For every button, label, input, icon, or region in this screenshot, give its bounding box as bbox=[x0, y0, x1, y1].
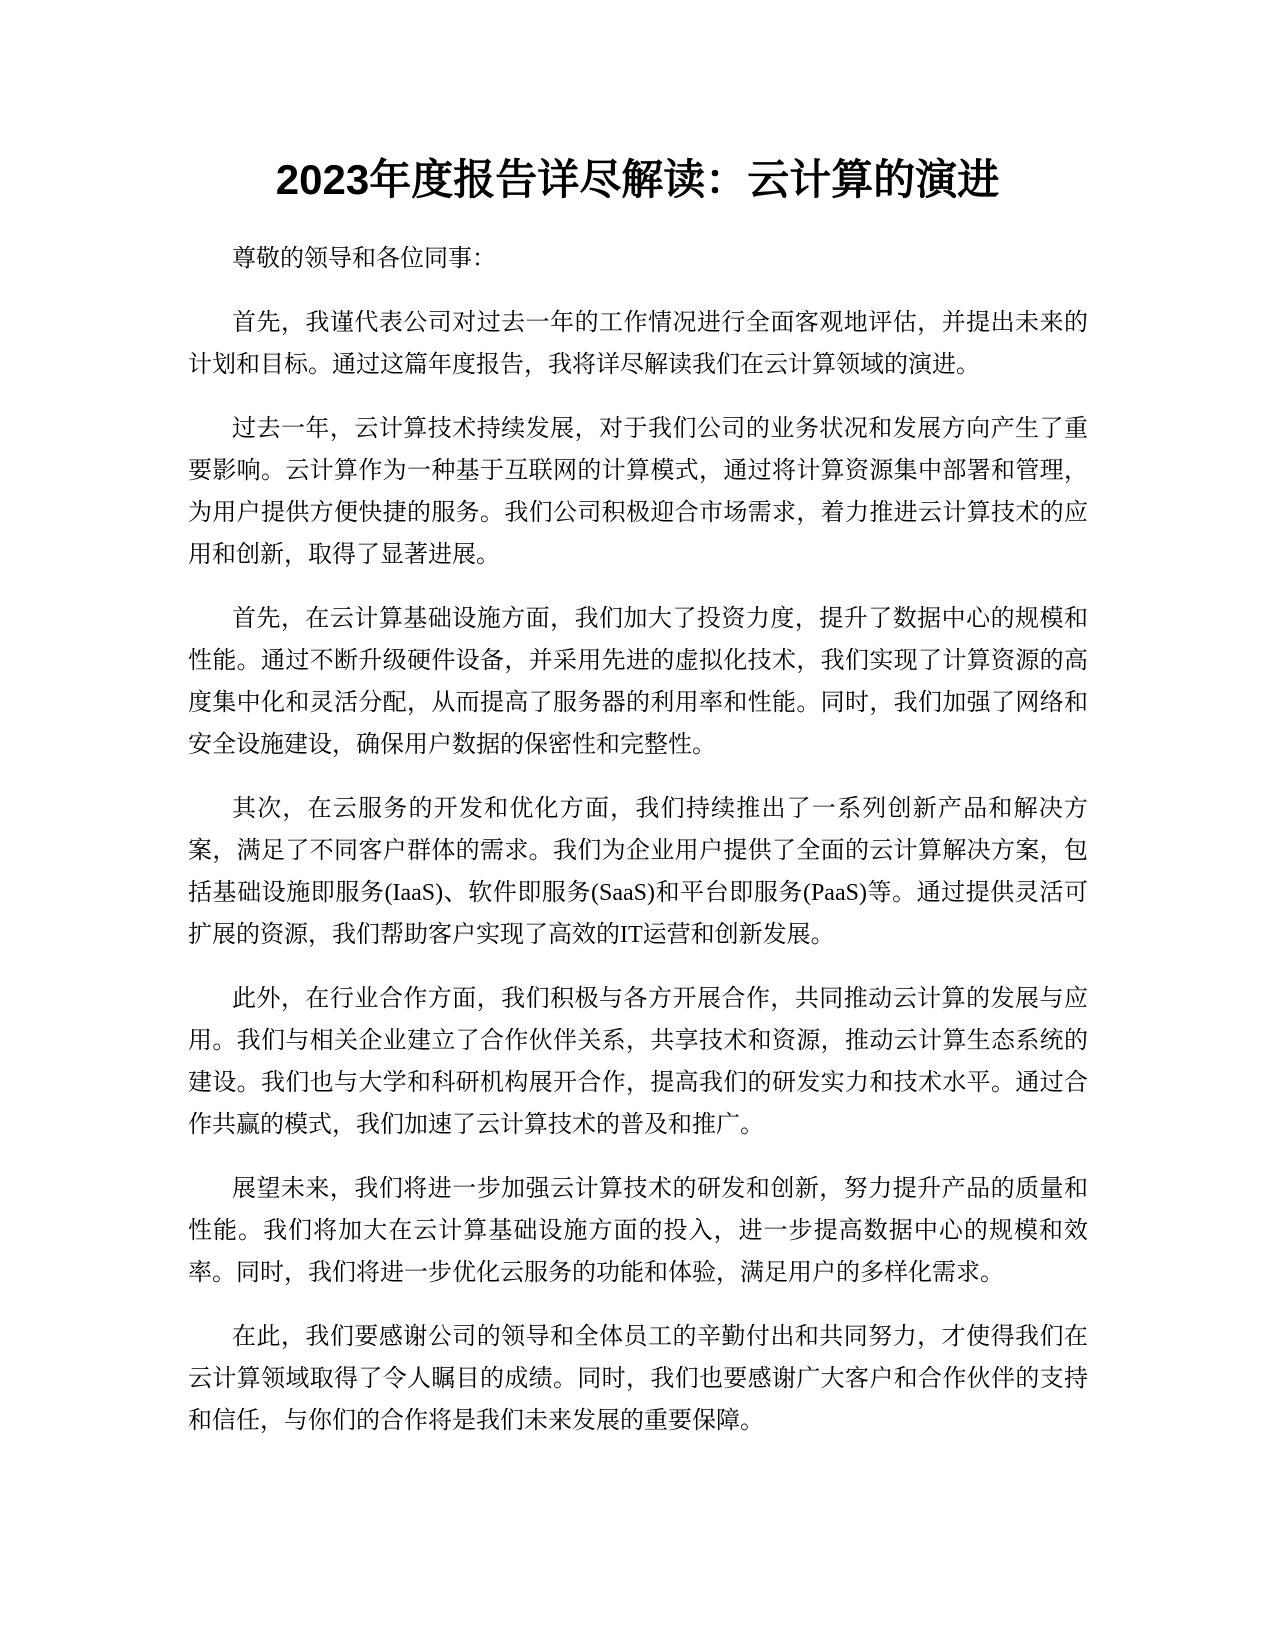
paragraph-thanks: 在此，我们要感谢公司的领导和全体员工的辛勤付出和共同努力，才使得我们在云计算领域取得了令人瞩目的成绩。同时，我们也要感谢广大客户和合作伙伴的支持和信任，与你们的合作将是我们未来发展的重要保障。 bbox=[188, 1324, 1088, 1434]
paragraph-cooperation: 此外，在行业合作方面，我们积极与各方开展合作，共同推动云计算的发展与应用。我们与相关企业建立了合作伙伴关系，共享技术和资源，推动云计算生态系统的建设。我们也与大学和科研机构展开合作，提高我们的研发实力和技术水平。通过合作共赢的模式，我们加速了云计算技术的普及和推广。 bbox=[188, 986, 1088, 1138]
paragraph-past-year: 过去一年，云计算技术持续发展，对于我们公司的业务状况和发展方向产生了重要影响。云计算作为一种基于互联网的计算模式，通过将计算资源集中部署和管理，为用户提供方便快捷的服务。我们公司积极迎合市场需求，着力推进云计算技术的应用和创新，取得了显著进展。 bbox=[188, 416, 1088, 568]
paragraph-outlook: 展望未来，我们将进一步加强云计算技术的研发和创新，努力提升产品的质量和性能。我们将加大在云计算基础设施方面的投入，进一步提高数据中心的规模和效率。同时，我们将进一步优化云服务的功能和体验，满足用户的多样化需求。 bbox=[188, 1176, 1088, 1286]
paragraph-infrastructure: 首先，在云计算基础设施方面，我们加大了投资力度，提升了数据中心的规模和性能。通过不断升级硬件设备，并采用先进的虚拟化技术，我们实现了计算资源的高度集中化和灵活分配，从而提高了服务器的利用率和性能。同时，我们加强了网络和安全设施建设，确保用户数据的保密性和完整性。 bbox=[188, 606, 1088, 758]
salutation: 尊敬的领导和各位同事： bbox=[232, 246, 496, 272]
document-body bbox=[188, 238, 1088, 1464]
document-title: 2023年度报告详尽解读：云计算的演进 bbox=[275, 156, 1000, 203]
paragraph-cloud-services: 其次，在云服务的开发和优化方面，我们持续推出了一系列创新产品和解决方案，满足了不同客户群体的需求。我们为企业用户提供了全面的云计算解决方案，包括基础设施即服务(IaaS)、软件即服务(SaaS)和平台即服务(PaaS)等。通过提供灵活可扩展的资源，我们帮助客户实现了高效的IT运营和创新发展。 bbox=[188, 796, 1088, 948]
paragraph-intro: 首先，我谨代表公司对过去一年的工作情况进行全面客观地评估，并提出未来的计划和目标。通过这篇年度报告，我将详尽解读我们在云计算领域的演进。 bbox=[188, 310, 1088, 378]
